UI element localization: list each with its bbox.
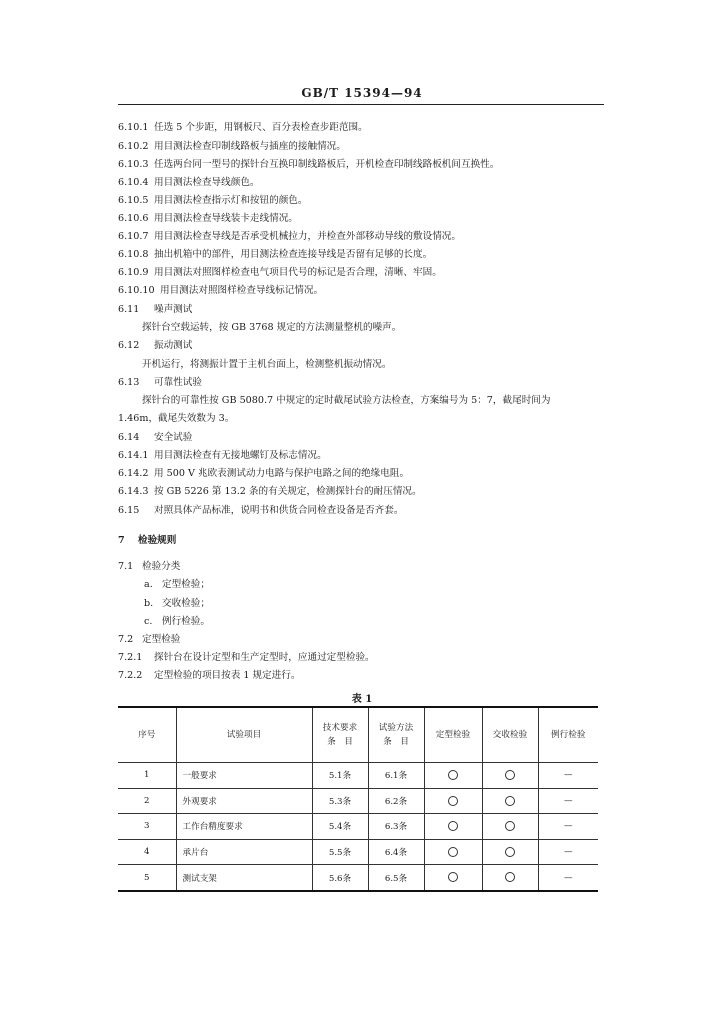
clause-6-14-1: 6.14.1 用目测法检查有无接地螺钉及标志情况。 bbox=[118, 450, 327, 461]
circle-mark-icon bbox=[448, 770, 458, 780]
clause-6-10-7: 6.10.7 用目测法检查导线是否承受机械拉力，并检查外部移动导线的敷设情况。 bbox=[118, 231, 461, 242]
clause-6-14-heading: 6.14 安全试验 bbox=[118, 432, 193, 443]
section-7-heading: 7 检验规则 bbox=[118, 535, 177, 546]
list-item-c: c. 例行检验。 bbox=[144, 616, 210, 627]
clause-7-2-2: 7.2.2 定型检验的项目按表 1 规定进行。 bbox=[118, 670, 301, 681]
cell-seq: 3 bbox=[118, 814, 176, 840]
clause-7-2-1: 7.2.1 探针台在设计定型和生产定型时，应通过定型检验。 bbox=[118, 652, 375, 663]
clause-7-2-heading: 7.2 定型检验 bbox=[118, 634, 181, 645]
circle-mark-icon bbox=[448, 796, 458, 806]
clause-6-10-4: 6.10.4 用目测法检查导线颜色。 bbox=[118, 177, 260, 188]
clause-6-13-heading: 6.13 可靠性试验 bbox=[118, 377, 202, 388]
circle-mark-icon bbox=[448, 847, 458, 857]
cell-item: 承片台 bbox=[176, 839, 312, 865]
clause-6-10-6: 6.10.6 用目测法检查导线装卡走线情况。 bbox=[118, 213, 298, 224]
cell-requirement: 5.6条 bbox=[312, 865, 368, 891]
col-header-type-test: 定型检验 bbox=[424, 707, 482, 763]
clause-6-10-1: 6.10.1 任选 5 个步距，用钢板尺、百分表检查步距范围。 bbox=[118, 122, 368, 133]
cell-routine-test: — bbox=[538, 788, 598, 814]
col-header-method: 试验方法 条 目 bbox=[368, 707, 424, 763]
list-item-b: b. 交收检验； bbox=[144, 598, 210, 609]
circle-mark-icon bbox=[505, 872, 515, 882]
cell-method: 6.1条 bbox=[368, 763, 424, 789]
cell-type-test bbox=[424, 839, 482, 865]
cell-item: 测试支架 bbox=[176, 865, 312, 891]
clause-6-10-10: 6.10.10 用目测法对照图样检查导线标记情况。 bbox=[118, 285, 324, 296]
clause-6-11-heading: 6.11 噪声测试 bbox=[118, 304, 193, 315]
clause-6-12-heading: 6.12 振动测试 bbox=[118, 340, 193, 351]
circle-mark-icon bbox=[505, 821, 515, 831]
clause-6-12-body: 开机运行，将测振计置于主机台面上，检测整机振动情况。 bbox=[142, 359, 392, 370]
clause-6-14-2: 6.14.2 用 500 V 兆欧表测试动力电路与保护电路之间的绝缘电阻。 bbox=[118, 468, 410, 479]
cell-method: 6.2条 bbox=[368, 788, 424, 814]
cell-requirement: 5.1条 bbox=[312, 763, 368, 789]
inspection-table bbox=[118, 706, 598, 892]
table-row bbox=[118, 865, 598, 891]
cell-item: 工作台精度要求 bbox=[176, 814, 312, 840]
clause-6-10-8: 6.10.8 抽出机箱中的部件，用目测法检查连接导线是否留有足够的长度。 bbox=[118, 249, 433, 260]
cell-acceptance-test bbox=[482, 763, 538, 789]
table-caption: 表 1 bbox=[351, 694, 373, 705]
cell-requirement: 5.3条 bbox=[312, 788, 368, 814]
cell-routine-test: — bbox=[538, 839, 598, 865]
cell-seq: 4 bbox=[118, 839, 176, 865]
header-rule bbox=[118, 104, 604, 105]
col-header-routine-test: 例行检验 bbox=[538, 707, 598, 763]
circle-mark-icon bbox=[448, 821, 458, 831]
clause-6-10-3: 6.10.3 任选两台同一型号的探针台互换印制线路板后，开机检查印制线路板机间互换性。 bbox=[118, 159, 500, 170]
clause-6-15: 6.15 对照具体产品标准，说明书和供货合同检查设备是否齐套。 bbox=[118, 505, 404, 516]
cell-acceptance-test bbox=[482, 788, 538, 814]
clause-6-10-2: 6.10.2 用目测法检查印制线路板与插座的接触情况。 bbox=[118, 141, 346, 152]
cell-type-test bbox=[424, 788, 482, 814]
page-header: GB/T 15394—94 bbox=[301, 86, 423, 100]
circle-mark-icon bbox=[505, 770, 515, 780]
cell-acceptance-test bbox=[482, 814, 538, 840]
cell-type-test bbox=[424, 865, 482, 891]
cell-requirement: 5.5条 bbox=[312, 839, 368, 865]
clause-6-11-body: 探针台空载运转，按 GB 3768 规定的方法测量整机的噪声。 bbox=[142, 322, 402, 333]
list-item-a: a. 定型检验； bbox=[144, 579, 210, 590]
cell-type-test bbox=[424, 814, 482, 840]
cell-acceptance-test bbox=[482, 839, 538, 865]
col-header-requirement: 技术要求 条 目 bbox=[312, 707, 368, 763]
cell-item: 一般要求 bbox=[176, 763, 312, 789]
clause-6-10-5: 6.10.5 用目测法检查指示灯和按钮的颜色。 bbox=[118, 195, 308, 206]
table-row bbox=[118, 788, 598, 814]
table-row bbox=[118, 839, 598, 865]
clause-6-10-9: 6.10.9 用目测法对照图样检查电气项目代号的标记是否合理，清晰、牢固。 bbox=[118, 267, 442, 278]
circle-mark-icon bbox=[505, 847, 515, 857]
cell-seq: 5 bbox=[118, 865, 176, 891]
cell-type-test bbox=[424, 763, 482, 789]
cell-seq: 2 bbox=[118, 788, 176, 814]
circle-mark-icon bbox=[505, 796, 515, 806]
cell-seq: 1 bbox=[118, 763, 176, 789]
circle-mark-icon bbox=[448, 872, 458, 882]
col-header-acceptance-test: 交收检验 bbox=[482, 707, 538, 763]
cell-method: 6.5条 bbox=[368, 865, 424, 891]
cell-acceptance-test bbox=[482, 865, 538, 891]
cell-requirement: 5.4条 bbox=[312, 814, 368, 840]
cell-routine-test: — bbox=[538, 763, 598, 789]
clause-6-14-3: 6.14.3 按 GB 5226 第 13.2 条的有关规定，检测探针台的耐压情况。 bbox=[118, 486, 422, 497]
table-header-row bbox=[118, 707, 598, 763]
table-row bbox=[118, 763, 598, 789]
col-header-seq: 序号 bbox=[118, 707, 176, 763]
clause-6-13-body-cont: 1.46m，截尾失效数为 3。 bbox=[118, 413, 235, 424]
col-header-item: 试验项目 bbox=[176, 707, 312, 763]
cell-method: 6.4条 bbox=[368, 839, 424, 865]
table-row bbox=[118, 814, 598, 840]
cell-method: 6.3条 bbox=[368, 814, 424, 840]
cell-routine-test: — bbox=[538, 814, 598, 840]
clause-7-1-heading: 7.1 检验分类 bbox=[118, 561, 181, 572]
clause-6-13-body: 探针台的可靠性按 GB 5080.7 中规定的定时截尾试验方法检查，方案编号为 5：7，截尾时间为 bbox=[142, 395, 551, 406]
cell-routine-test: — bbox=[538, 865, 598, 891]
cell-item: 外观要求 bbox=[176, 788, 312, 814]
